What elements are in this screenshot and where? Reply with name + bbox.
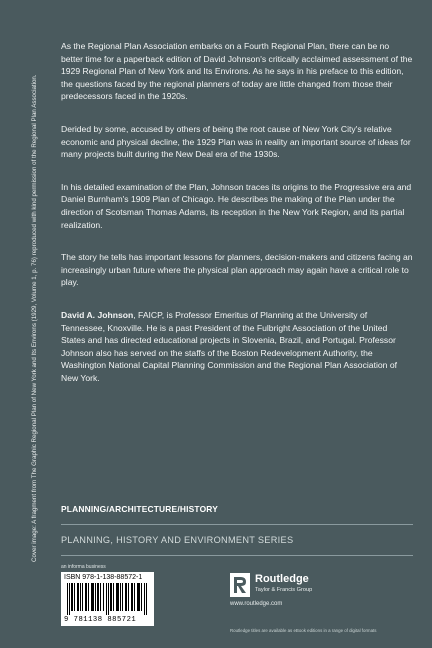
divider [61,555,413,556]
informa-tagline: an informa business [61,564,106,570]
blurb [61,40,413,384]
barcode-number: 9 781138 885721 [64,616,137,624]
blurb-paragraph-2: Derided by some, accused by others of being the root cause of New York City's relative economic and physical decline, the 1929 Plan was in reality an important source of ideas for many projects built during the New Deal era of the 1930s. [61,123,411,160]
blurb-paragraph-3: In his detailed examination of the Plan, Johnson traces its origins to the Progressive era and Daniel Burnham's 1909 Plan of Chicago. He describes the making of the Plan under the direction of Scotsman Thomas Adams, its reception in the New York Region, and its partial realization. [61,181,412,230]
subject-category: PLANNING/ARCHITECTURE/HISTORY [61,504,219,514]
publisher-url: www.routledge.com [230,601,283,607]
publisher-name: Routledge [255,573,309,585]
author-bio-text: , FAICP, is Professor Emeritus of Planning at the University of Tennessee, Knoxville. He is a past President of the Fulbright Association of the United States and has directed educational projects in Slovenia, Brazil, and Portugal. Professor Johnson also has served on the staffs of the Boston Redevelopment Authority, the Washington National Capital Planning Commission and the Regional Plan Association of New York. [61,309,397,383]
ebook-note: Routledge titles are available as eBook editions in a range of digital formats [230,628,377,633]
isbn-label: ISBN 978-1-138-88572-1 [64,574,143,581]
publisher-group: Taylor & Francis Group [255,587,313,593]
isbn-barcode [61,572,154,626]
author-name: David A. Johnson [61,309,134,320]
series-title: PLANNING, HISTORY AND ENVIRONMENT SERIES [61,535,294,545]
barcode-icon [67,583,149,615]
blurb-paragraph-4: The story he tells has important lessons for planners, decision-makers and citizens facing an increasingly urban future where the physical plan approach may again have a critical role to play. [61,252,413,288]
cover-image-credit: Cover image: A fragment from The Graphic Regional Plan of New York and Its Environs (1929, Volume 1, p. 76) reproduced with kind permission of the Regional Plan Association. [31,74,38,562]
divider [61,524,413,525]
blurb-paragraph-1: As the Regional Plan Association embarks on a Fourth Regional Plan, there can be no better time for a paperback edition of David Johnson's critically acclaimed assessment of the 1929 Regional Plan of New York and Its Environs. As he says in his preface to this edition, the questions faced by the regional planners of today are little changed from those their predecessors faced in the 1920s. [61,41,413,102]
routledge-logo-icon [230,573,250,597]
author-bio [61,309,413,385]
